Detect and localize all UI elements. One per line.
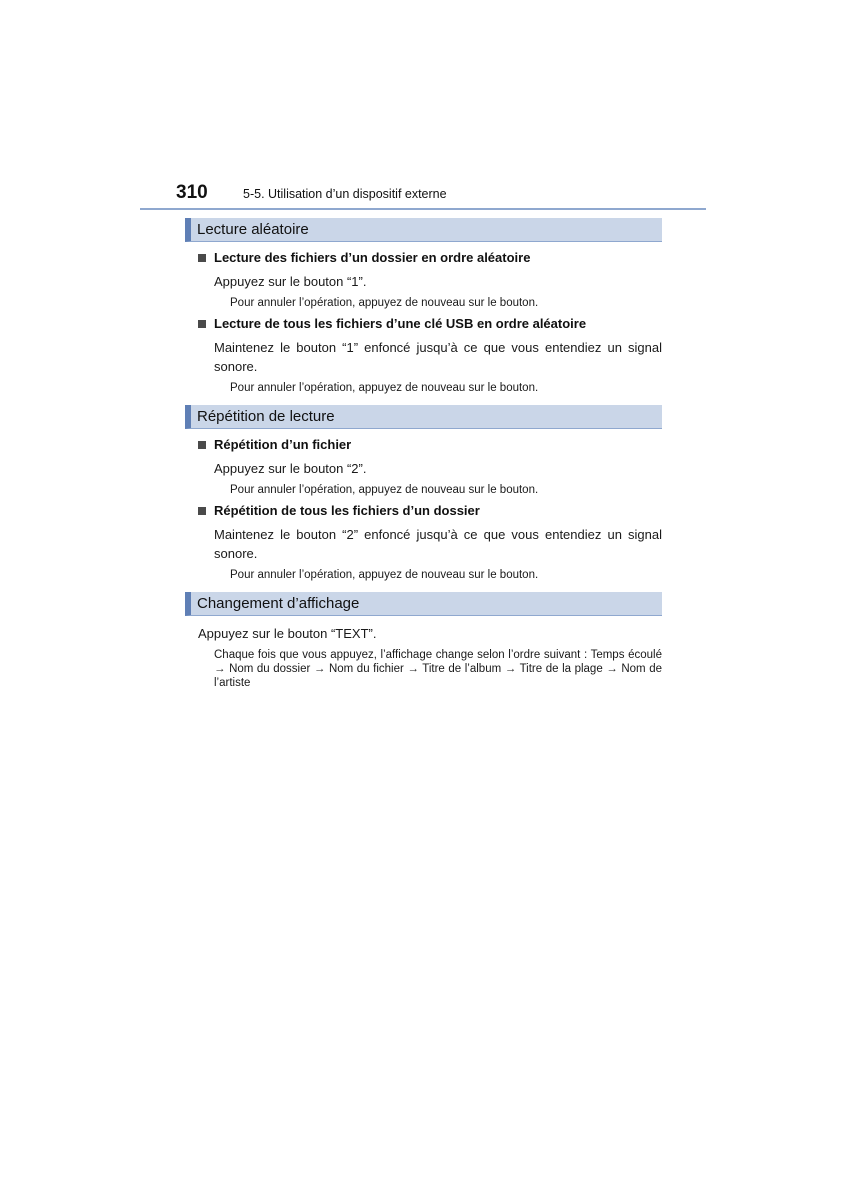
subheading-label: Répétition de tous les fichiers d’un dossier (214, 503, 480, 518)
subheading (185, 503, 662, 519)
subheading (185, 250, 662, 266)
instruction-text: Appuyez sur le bouton “1”. (214, 274, 367, 289)
page-number: 310 (176, 182, 208, 203)
note-text: Pour annuler l’opération, appuyez de nouveau sur le bouton. (230, 484, 539, 496)
note-text: Pour annuler l’opération, appuyez de nouveau sur le bouton. (230, 382, 539, 394)
page-header (140, 178, 706, 210)
subheading-label: Lecture de tous les fichiers d’une clé USB en ordre aléatoire (214, 316, 587, 331)
section-title: Répétition de lecture (185, 405, 662, 429)
section-display-change (185, 592, 662, 690)
note-text: Pour annuler l’opération, appuyez de nouveau sur le bouton. (230, 297, 539, 309)
instruction-text: Maintenez le bouton “1” enfoncé jusqu’à ce que vous entendiez un signal sonore. (214, 340, 662, 374)
note-text: Chaque fois que vous appuyez, l’affichage change selon l’ordre suivant : Temps écoulé → Nom du dossier → Nom du fichier → Titre de l’album → Titre de la plage → Nom de l’artiste (214, 649, 662, 689)
square-bullet-icon (198, 441, 206, 449)
instruction-text: Appuyez sur le bouton “2”. (214, 461, 367, 476)
square-bullet-icon (198, 507, 206, 515)
instruction-text: Maintenez le bouton “2” enfoncé jusqu’à ce que vous entendiez un signal sonore. (214, 527, 662, 561)
page-content (185, 218, 662, 696)
square-bullet-icon (198, 254, 206, 262)
square-bullet-icon (198, 320, 206, 328)
chapter-title: 5-5. Utilisation d’un dispositif externe (243, 187, 447, 201)
section-random-play (185, 218, 662, 395)
section-repeat-play (185, 405, 662, 582)
section-title: Changement d’affichage (185, 592, 662, 616)
subheading-label: Répétition d’un fichier (214, 437, 352, 452)
section-title: Lecture aléatoire (185, 218, 662, 242)
instruction-text: Appuyez sur le bouton “TEXT”. (198, 626, 377, 641)
subheading (185, 437, 662, 453)
subheading-label: Lecture des fichiers d’un dossier en ordre aléatoire (214, 250, 531, 265)
note-text: Pour annuler l’opération, appuyez de nouveau sur le bouton. (230, 569, 539, 581)
subheading (185, 316, 662, 332)
